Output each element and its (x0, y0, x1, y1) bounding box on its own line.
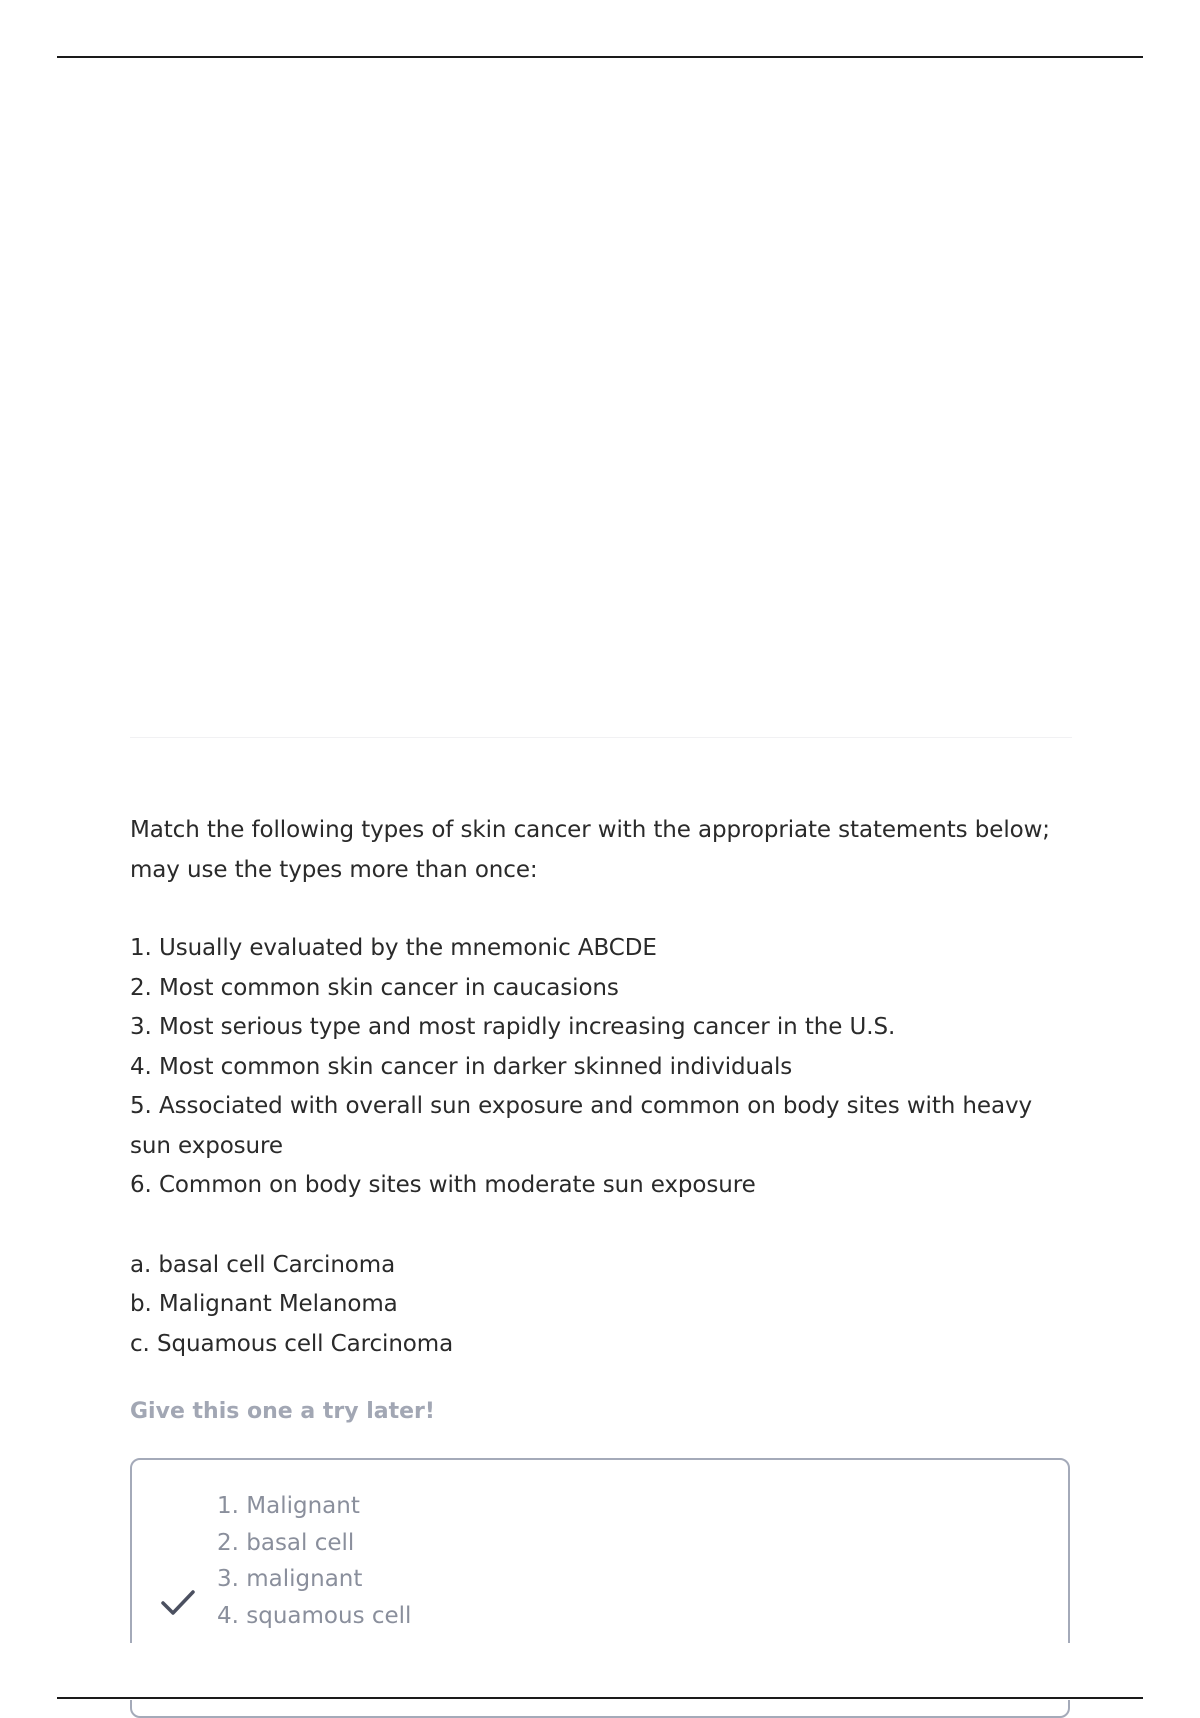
statement-item: 5. Associated with overall sun exposure and common on body sites with heavy sun exposure (130, 1093, 1032, 1159)
options-list (130, 1246, 1072, 1365)
try-later-hint: Give this one a try later! (130, 1399, 435, 1424)
statement-item: 3. Most serious type and most rapidly increasing cancer in the U.S. (130, 1014, 896, 1040)
statement-item: 6. Common on body sites with moderate sun exposure (130, 1172, 756, 1198)
answer-line: 2. basal cell (217, 1529, 355, 1556)
option-item: a. basal cell Carcinoma (130, 1251, 396, 1278)
answer-line: 1. Malignant (217, 1493, 360, 1519)
section-divider (130, 737, 1072, 738)
answer-line: 3. malignant (217, 1566, 363, 1592)
statement-item: 2. Most common skin cancer in caucasions (130, 974, 619, 1001)
question-block (130, 810, 1072, 1428)
check-icon (160, 1588, 196, 1618)
answer-line: 4. squamous cell (217, 1602, 412, 1629)
option-item: c. Squamous cell Carcinoma (130, 1330, 454, 1357)
page-bottom-margin (0, 1643, 1200, 1700)
bottom-rule (57, 1697, 1143, 1699)
statement-item: 4. Most common skin cancer in darker skinned individuals (130, 1053, 793, 1080)
statement-item: 1. Usually evaluated by the mnemonic ABCDE (130, 935, 657, 961)
answer-list (217, 1488, 411, 1634)
top-rule (57, 56, 1143, 58)
option-item: b. Malignant Melanoma (130, 1291, 398, 1317)
statements-list (130, 929, 1072, 1206)
question-prompt: Match the following types of skin cancer with the appropriate statements below; may use the types more than once: (130, 817, 1050, 883)
